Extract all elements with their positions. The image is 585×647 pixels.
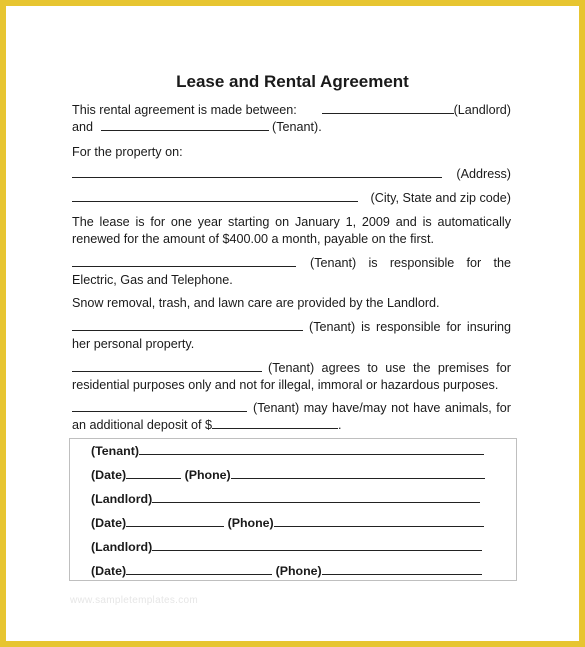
city-state-zip-line	[72, 190, 511, 207]
text-lease-renewal: renewed for the amount of $400.00 a month, payable on the first.	[72, 232, 434, 246]
tenant-signature-blank[interactable]	[139, 444, 484, 455]
insurance-tenant-blank[interactable]	[72, 319, 303, 331]
text-landlord: (Landlord)	[453, 103, 511, 117]
text-animals: (Tenant) may have/may not have animals, for	[253, 401, 511, 415]
watermark: www.sampletemplates.com	[70, 595, 199, 606]
text-utilities: Electric, Gas and Telephone.	[72, 273, 233, 287]
text-deposit: an additional deposit of $	[72, 418, 213, 432]
document-title: Lease and Rental Agreement	[176, 72, 409, 91]
label-phone: (Phone)	[275, 564, 322, 578]
text-tenant: (Tenant).	[272, 120, 322, 134]
signature-row-date-2	[91, 564, 482, 578]
text-agreement-between: This rental agreement is made between:	[72, 103, 297, 117]
text-insurance: (Tenant) is responsible for insuring	[309, 320, 511, 334]
text-utilities-responsible: (Tenant) is responsible for the	[310, 256, 511, 270]
signature-row-tenant	[91, 444, 484, 458]
city-state-zip-blank[interactable]	[72, 190, 358, 202]
address-blank[interactable]	[72, 166, 442, 178]
text-and: and	[72, 120, 94, 134]
label-phone: (Phone)	[227, 516, 274, 530]
signature-row-tenant-date	[91, 468, 485, 482]
text-residential-purposes: residential purposes only and not for illegal, immoral or hazardous purposes.	[72, 378, 499, 392]
label-tenant: (Tenant)	[91, 444, 139, 458]
landlord-phone-blank[interactable]	[274, 516, 484, 527]
label-date: (Date)	[91, 564, 127, 578]
premises-use-paragraph	[72, 360, 511, 394]
lease-term-paragraph	[72, 214, 511, 248]
signature-row-landlord-2	[91, 540, 482, 554]
landlord-signature-blank[interactable]	[152, 492, 480, 503]
deposit-amount-blank[interactable]	[212, 417, 338, 429]
parties-paragraph	[72, 102, 511, 136]
tenant-name-blank[interactable]	[101, 119, 269, 131]
label-landlord: (Landlord)	[91, 492, 153, 506]
property-label: For the property on:	[72, 145, 183, 159]
insurance-paragraph	[72, 319, 511, 353]
animals-paragraph	[72, 400, 511, 434]
document-page	[6, 6, 579, 641]
text-personal-property: her personal property.	[72, 337, 195, 351]
landlord-signature-blank-2[interactable]	[152, 540, 482, 551]
signature-row-landlord-date	[91, 516, 484, 530]
landlord-date-blank[interactable]	[126, 516, 224, 527]
label-phone: (Phone)	[184, 468, 231, 482]
utilities-tenant-blank[interactable]	[72, 255, 296, 267]
landlord-name-blank[interactable]	[322, 102, 454, 114]
date-blank-2[interactable]	[126, 564, 272, 575]
label-date: (Date)	[91, 468, 127, 482]
tenant-date-blank[interactable]	[126, 468, 181, 479]
signature-box	[69, 438, 517, 581]
label-date: (Date)	[91, 516, 127, 530]
label-landlord: (Landlord)	[91, 540, 153, 554]
premises-tenant-blank[interactable]	[72, 360, 262, 372]
signature-row-landlord	[91, 492, 480, 506]
address-line	[72, 166, 511, 183]
tenant-phone-blank[interactable]	[231, 468, 485, 479]
landlord-services-text: Snow removal, trash, and lawn care are provided by the Landlord.	[72, 296, 440, 310]
utilities-paragraph	[72, 255, 511, 289]
phone-blank-2[interactable]	[322, 564, 482, 575]
animals-tenant-blank[interactable]	[72, 400, 247, 412]
text-city-state-zip: (City, State and zip code)	[370, 191, 511, 205]
text-premises-use: (Tenant) agrees to use the premises for	[268, 361, 511, 375]
text-address: (Address)	[456, 167, 511, 181]
text-lease-term: The lease is for one year starting on January 1, 2009 and is automatically	[72, 215, 511, 229]
text-period: .	[338, 418, 342, 432]
